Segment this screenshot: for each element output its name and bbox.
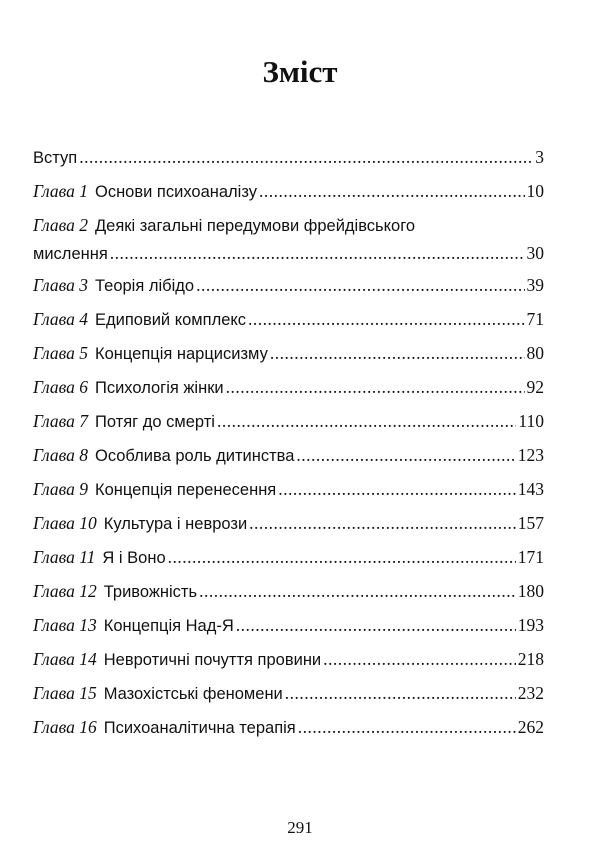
entry-title: Концепція нарцисизму	[94, 345, 268, 363]
entry-title: Я і Воно	[102, 549, 166, 567]
page-title: Зміст	[262, 54, 338, 89]
chapter-label: Глава 12	[33, 581, 97, 601]
entry-title: Теорія лібідо	[94, 277, 195, 295]
entry-page: 180	[517, 581, 544, 601]
entry-page: 110	[518, 411, 544, 431]
entry-title: Едиповий комплекс	[94, 311, 247, 329]
entry-page: 80	[526, 343, 544, 363]
toc-entry	[33, 710, 544, 744]
entry-page: 30	[526, 243, 544, 263]
toc-entry	[33, 174, 544, 208]
toc-entry	[33, 506, 544, 540]
dot-leader	[199, 574, 516, 608]
entry-title: Психоаналітична терапія	[103, 719, 296, 737]
chapter-label: Глава 2	[33, 215, 88, 235]
entry-page: 143	[517, 479, 544, 499]
entry-title: Тривожність	[103, 583, 198, 601]
chapter-label: Глава 7	[33, 411, 88, 431]
dot-leader	[296, 438, 515, 472]
toc-entry	[33, 540, 544, 574]
entry-title: Концепція перенесення	[94, 481, 277, 499]
entry-page: 171	[517, 547, 544, 567]
entry-title: Психологія жінки	[94, 379, 224, 397]
chapter-label: Глава 4	[33, 309, 88, 329]
entry-title-continuation: мислення	[33, 245, 108, 263]
toc-entry	[33, 608, 544, 642]
entry-page: 39	[526, 275, 544, 295]
entry-title: Деякі загальні передумови фрейдівського	[94, 217, 416, 235]
toc-entry	[33, 140, 544, 174]
entry-title: Вступ	[33, 149, 78, 167]
toc-entry	[33, 404, 544, 438]
dot-leader	[110, 238, 525, 268]
entry-title: Потяг до смерті	[94, 413, 215, 431]
entry-page: 3	[535, 147, 544, 167]
table-of-contents	[33, 140, 544, 744]
dot-leader	[298, 710, 516, 744]
dot-leader	[249, 506, 516, 540]
dot-leader	[285, 676, 516, 710]
toc-entry	[33, 302, 544, 336]
chapter-label: Глава 13	[33, 615, 97, 635]
page-number: 291	[287, 818, 313, 837]
toc-entry	[33, 472, 544, 506]
entry-page: 262	[517, 717, 544, 737]
dot-leader	[226, 370, 525, 404]
entry-page: 232	[517, 683, 544, 703]
dot-leader	[278, 472, 516, 506]
dot-leader	[270, 336, 525, 370]
toc-entry	[33, 676, 544, 710]
toc-entry	[33, 336, 544, 370]
toc-entry	[33, 642, 544, 676]
entry-page: 92	[526, 377, 544, 397]
toc-entry	[33, 574, 544, 608]
toc-entry	[33, 370, 544, 404]
dot-leader	[168, 540, 516, 574]
entry-title: Особлива роль дитинства	[94, 447, 295, 465]
chapter-label: Глава 1	[33, 181, 88, 201]
dot-leader	[259, 174, 525, 208]
dot-leader	[217, 404, 516, 438]
chapter-label: Глава 11	[33, 547, 96, 567]
chapter-label: Глава 5	[33, 343, 88, 363]
entry-page: 193	[517, 615, 544, 635]
chapter-label: Глава 3	[33, 275, 88, 295]
entry-page: 10	[526, 181, 544, 201]
entry-title: Культура і неврози	[103, 515, 248, 533]
toc-entry	[33, 268, 544, 302]
dot-leader	[196, 268, 524, 302]
toc-entry	[33, 212, 544, 238]
chapter-label: Глава 16	[33, 717, 97, 737]
dot-leader	[248, 302, 524, 336]
entry-page: 123	[517, 445, 544, 465]
entry-title: Основи психоаналізу	[94, 183, 257, 201]
toc-entry-continuation	[33, 238, 544, 268]
dot-leader	[323, 642, 516, 676]
entry-title: Концепція Над-Я	[103, 617, 234, 635]
toc-entry	[33, 438, 544, 472]
dot-leader	[236, 608, 516, 642]
chapter-label: Глава 9	[33, 479, 88, 499]
chapter-label: Глава 15	[33, 683, 97, 703]
dot-leader	[79, 140, 533, 174]
entry-page: 218	[517, 649, 544, 669]
chapter-label: Глава 8	[33, 445, 88, 465]
entry-page: 157	[517, 513, 544, 533]
chapter-label: Глава 6	[33, 377, 88, 397]
entry-page: 71	[526, 309, 544, 329]
chapter-label: Глава 14	[33, 649, 97, 669]
entry-title: Мазохістські феномени	[103, 685, 283, 703]
chapter-label: Глава 10	[33, 513, 97, 533]
entry-title: Невротичні почуття провини	[103, 651, 322, 669]
